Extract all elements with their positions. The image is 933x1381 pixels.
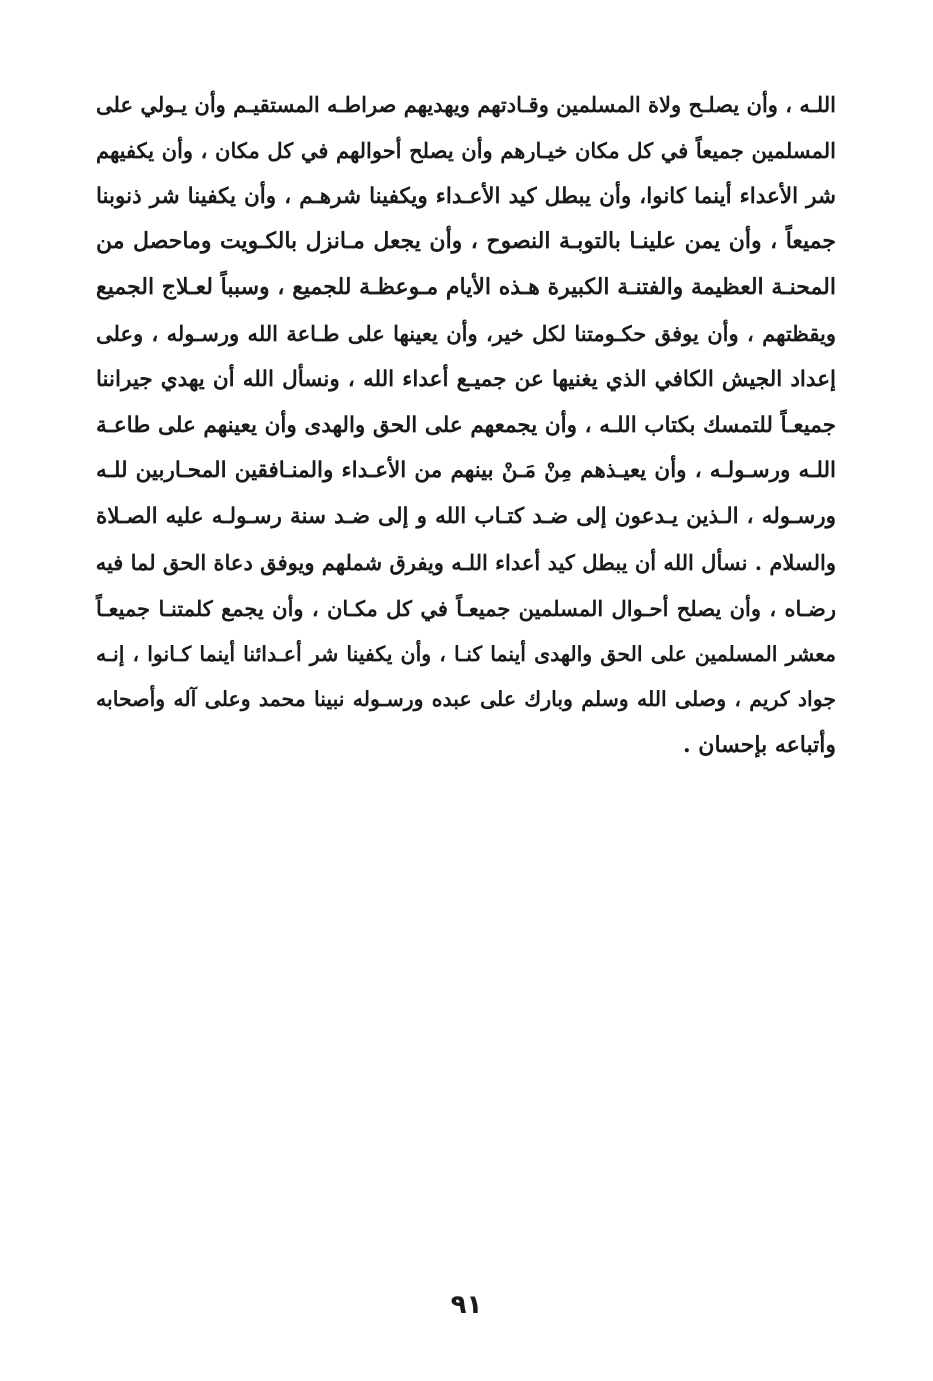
text-line: والسلام . نسأل الله أن يبطل كيد أعداء اللـه ويفرق شملهم ويوفق دعاة الحق لما فيه <box>95 549 836 575</box>
text-line: اللـه ، وأن يصلـح ولاة المسلمين وقـادتهم ويهديهم صراطـه المستقيـم وأن يـولي على <box>96 92 836 117</box>
text-line: المحنـة العظيمة والفتنـة الكبيرة هـذه الأيام مـوعظـة للجميع ، وسبباً لعـلاج الجميع <box>96 274 836 301</box>
text-line: المسلمين جميعاً في كل مكان خيـارهم وأن يصلح أحوالهم في كل مكان ، وأن يكفيهم <box>96 137 836 163</box>
text-line-last: وأتباعه بإحسان . <box>682 732 836 759</box>
text-line: معشر المسلمين على الحق والهدى أينما كنـا ، وأن يكفينا شر أعـدائنا أينما كـانوا ، إنـه <box>96 641 836 666</box>
text-line: جواد كريم ، وصلى الله وسلم وبارك على عبده ورسـوله نبينا محمد وعلى آله وأصحابه <box>96 687 836 712</box>
text-line: جميعاً ، وأن يمن علينـا بالتوبـة النصوح ، وأن يجعل مـانزل بالكـويت وماحصل من <box>96 228 836 255</box>
page-number: ٩١ <box>450 1290 483 1320</box>
text-line: إعداد الجيش الكافي الذي يغنيها عن جميـع أعداء الله ، ونسأل الله أن يهدي جيراننا <box>96 366 836 392</box>
text-line: اللـه ورسـولـه ، وأن يعيـذهم مِنْ مَـنْ بينهم من الأعـداء والمنـافقين المحـاربين للـه <box>96 458 836 484</box>
text-line: جميعـاً للتمسك بكتاب اللـه ، وأن يجمعهم على الحق والهدى وأن يعينهم على طاعـة <box>96 412 836 438</box>
text-line: رضـاه ، وأن يصلح أحـوال المسلمين جميعـاً في كل مكـان ، وأن يجمع كلمتنـا جميعـاً <box>96 595 836 621</box>
text-line: ورسـوله ، الـذين يـدعون إلى ضـد كتـاب الله و إلى ضـد سنة رسـولـه عليه الصـلاة <box>96 504 836 530</box>
text-line: شر الأعداء أينما كانوا، وأن يبطل كيد الأعـداء ويكفينا شرهـم ، وأن يكفينا شر ذنوبنا <box>96 183 836 209</box>
text-line: ويقظتهم ، وأن يوفق حكـومتنا لكل خير، وأن يعينها على طـاعة الله ورسـوله ، وعلى <box>96 320 836 346</box>
body-text <box>96 82 836 769</box>
